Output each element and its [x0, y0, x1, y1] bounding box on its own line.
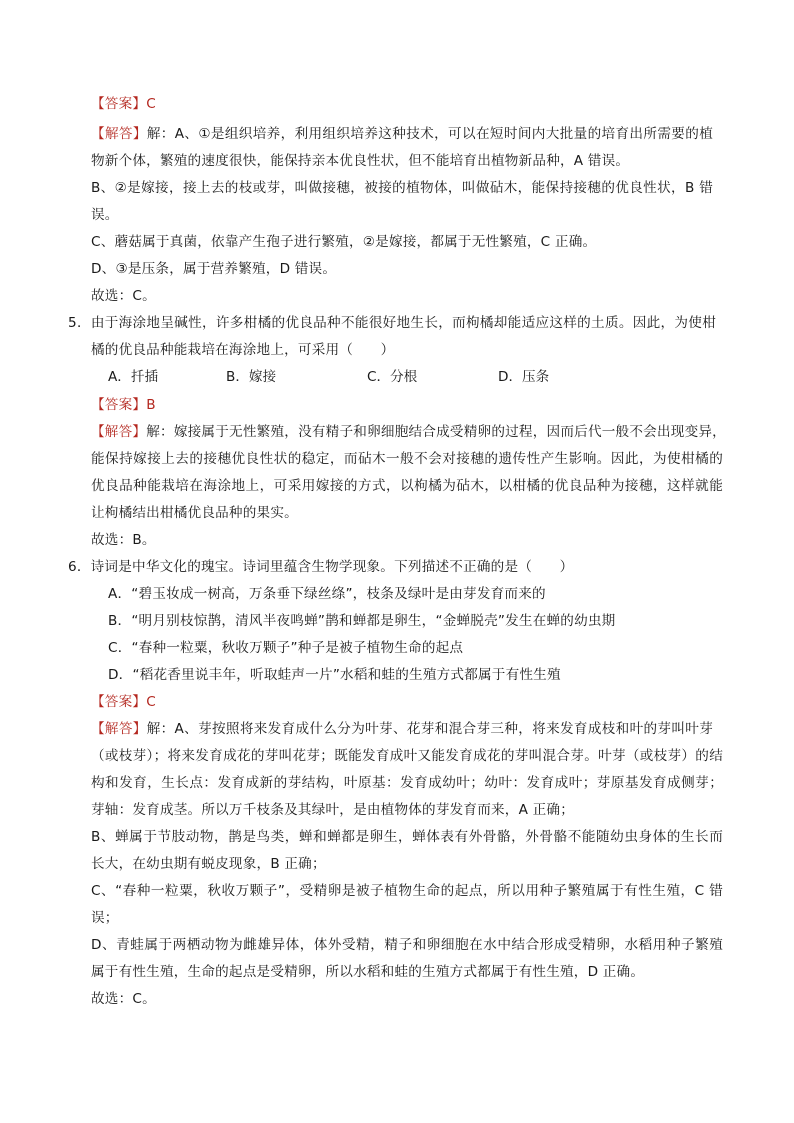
q6-option-b: B．“明月别枝惊鹊，清风半夜鸣蝉”鹊和蝉都是卵生，“金蝉脱壳”发生在蝉的幼虫期	[108, 613, 616, 629]
q4-analysis-line-5: C、蘑菇属于真菌，依靠产生孢子进行繁殖，②是嫁接，都属于无性繁殖，C 正确。	[91, 234, 597, 250]
q6-analysis-line-2: （或枝芽）；将来发育成花的芽叫花芽；既能发育成叶又能发育成花的芽叫混合芽。叶芽（或枝芽）的结	[91, 748, 723, 764]
q6-analysis-line-10: 属于有性生殖，生命的起点是受精卵，所以水稻和蛙的生殖方式都属于有性生殖，D 正确。	[91, 964, 645, 980]
q4-analysis-line-1	[91, 124, 713, 144]
q6-analysis-line-6: 长大，在幼虫期有蜕皮现象，B 正确；	[91, 856, 326, 872]
q6-analysis-line-1	[91, 719, 713, 739]
q5-answer-tag: 【答案】	[91, 397, 147, 413]
q6-analysis-tag: 【解答】	[91, 721, 147, 737]
q6-answer: C	[146, 694, 156, 710]
q4-analysis-tag: 【解答】	[91, 126, 147, 142]
q5-analysis-tag: 【解答】	[91, 424, 147, 440]
q5-option-b: B．嫁接	[226, 369, 277, 385]
q6-analysis-line-3: 构和发育，生长点：发育成新的芽结构，叶原基：发育成幼叶；幼叶：发育成叶；芽原基发育成侧芽；	[91, 775, 723, 791]
q5-option-c: C．分根	[367, 369, 418, 385]
q4-analysis-line-3: B、②是嫁接，接上去的枝或芽，叫做接穗，被接的植物体，叫做砧木，能保持接穗的优良性状，B 错	[91, 180, 713, 196]
q5-stem-line-2: 橘的优良品种能栽培在海涂地上，可采用（ ）	[91, 342, 395, 358]
q6-answer-tag: 【答案】	[91, 694, 147, 710]
q6-analysis-line-8: 误；	[91, 910, 119, 926]
q6-option-c: C．“春种一粒粟，秋收万颗子”种子是被子植物生命的起点	[108, 640, 464, 656]
q6-analysis-line-5: B、蝉属于节肢动物，鹊是鸟类，蝉和蝉都是卵生，蝉体表有外骨骼，外骨骼不能随幼虫身体的生长而	[91, 829, 723, 845]
q6-stem: 6．诗词是中华文化的瑰宝。诗词里蕴含生物学现象。下列描述不正确的是（ ）	[68, 559, 574, 575]
q6-option-a: A．“碧玉妆成一树高，万条垂下绿丝绦”，枝条及绿叶是由芽发育而来的	[108, 586, 546, 602]
q5-analysis-line-4: 让枸橘结出柑橘优良品种的果实。	[91, 505, 298, 521]
q5-analysis-line-2: 能保持嫁接上去的接穗优良性状的稳定，而砧木一般不会对接穗的遗传性产生影响。因此，为使柑橘的	[91, 451, 723, 467]
q4-analysis-line-6: D、③是压条，属于营养繁殖，D 错误。	[91, 261, 337, 277]
q5-option-d: D．压条	[498, 369, 550, 385]
q4-answer-tag: 【答案】	[91, 96, 147, 112]
q5-analysis-line-1	[91, 422, 726, 442]
q6-answer-line	[91, 692, 156, 712]
q5-stem-line-1: 5．由于海涂地呈碱性，许多柑橘的优良品种不能很好地生长，而枸橘却能适应这样的土质。因此，为使柑	[68, 315, 716, 331]
q4-answer: C	[146, 96, 156, 112]
q5-answer-line	[91, 395, 156, 415]
q6-analysis-text-1: 解：A、芽按照将来发育成什么分为叶芽、花芽和混合芽三种，将来发育成枝和叶的芽叫叶芽	[146, 721, 713, 737]
q6-analysis-line-9: D、青蛙属于两栖动物为雌雄异体，体外受精，精子和卵细胞在水中结合形成受精卵，水稻用种子繁殖	[91, 937, 723, 953]
q4-analysis-text-1: 解：A、①是组织培养，利用组织培养这种技术，可以在短时间内大批量的培育出所需要的植	[146, 126, 713, 142]
q4-answer-line	[91, 94, 156, 114]
q4-analysis-line-2: 物新个体，繁殖的速度很快，能保持亲本优良性状，但不能培育出植物新品种，A 错误。	[91, 153, 630, 169]
q5-analysis-text-1: 解：嫁接属于无性繁殖，没有精子和卵细胞结合成受精卵的过程，因而后代一般不会出现变异，	[146, 424, 726, 440]
q6-analysis-line-7: C、“春种一粒粟，秋收万颗子”，受精卵是被子植物生命的起点，所以用种子繁殖属于有性生殖，C 错	[91, 883, 723, 899]
q5-option-a: A．扦插	[108, 369, 159, 385]
q4-analysis-line-4: 误。	[91, 207, 119, 223]
q5-analysis-line-3: 优良品种能栽培在海涂地上，可采用嫁接的方式，以枸橘为砧木，以柑橘的优良品种为接穗，这样就能	[91, 478, 723, 494]
q5-answer: B	[146, 397, 156, 413]
q5-options	[108, 367, 668, 387]
q6-conclusion: 故选：C。	[91, 991, 156, 1007]
q5-conclusion: 故选：B。	[91, 532, 156, 548]
q6-option-d: D．“稻花香里说丰年，听取蛙声一片”水稻和蛙的生殖方式都属于有性生殖	[108, 667, 561, 683]
q6-analysis-line-4: 芽轴：发育成茎。所以万千枝条及其绿叶，是由植物体的芽发育而来，A 正确；	[91, 802, 575, 818]
q4-conclusion: 故选：C。	[91, 288, 156, 304]
